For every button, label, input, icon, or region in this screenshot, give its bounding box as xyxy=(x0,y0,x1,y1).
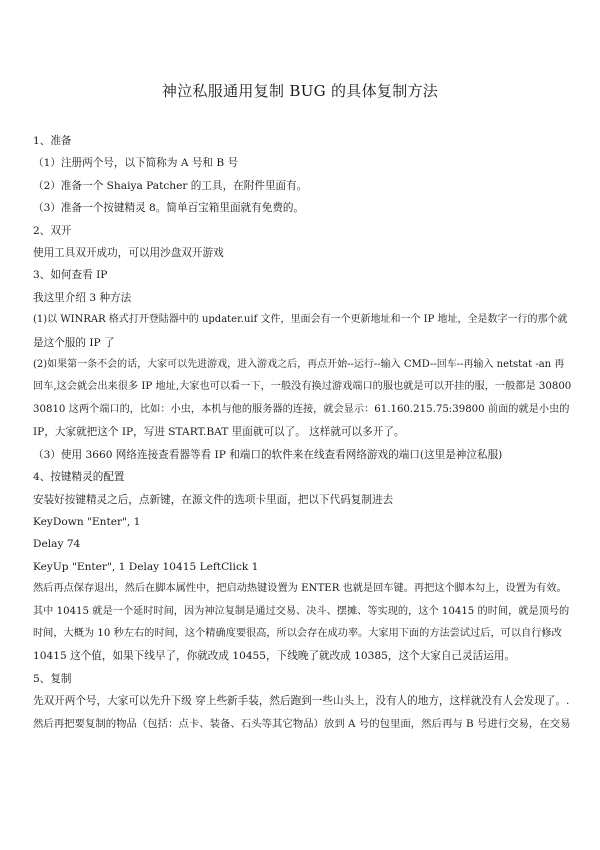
section-heading-dual-open: 2、双开 xyxy=(33,224,72,237)
prepare-step-3: （3）准备一个按键精灵 8。简单百宝箱里面就有免费的。 xyxy=(33,202,305,215)
section-heading-check-ip: 3、如何查看 IP xyxy=(33,269,108,282)
check-ip-method-2-line-4: IP，大家就把这个 IP，写进 START.BAT 里面就可以了。 这样就可以多开了。 xyxy=(33,426,405,439)
document-body xyxy=(33,130,571,735)
check-ip-method-3: （3）使用 3660 网络连接查看器等看 IP 和端口的软件来在线查看网络游戏的端口(这里是神泣私服) xyxy=(33,448,503,461)
key-wizard-text-line-3: 时间，大概为 10 秒左右的时间，这个精确度要很高，所以会存在成功率。大家用下面的方法尝试过后，可以自行修改 xyxy=(33,627,562,639)
section-heading-key-wizard: 4、按键精灵的配置 xyxy=(33,471,125,484)
check-ip-method-2-line-3: 30810 这两个端口的，比如：小虫，本机与他的服务器的连接，就会显示：61.160.215.75:39800 前面的就是小虫的 xyxy=(33,403,570,415)
code-line-1: KeyDown "Enter", 1 xyxy=(33,515,141,528)
dual-open-text: 使用工具双开成功，可以用沙盘双开游戏 xyxy=(33,247,224,260)
check-ip-method-1-line-2: 是这个服的 IP 了 xyxy=(33,336,115,349)
prepare-step-1: （1）注册两个号，以下简称为 A 号和 B 号 xyxy=(33,157,239,170)
check-ip-method-2-line-2: 回车,这会就会出来很多 IP 地址,大家也可以看一下，一般没有换过游戏端口的服也就是可以开挂的服，一般都是 30800 xyxy=(33,381,572,393)
copy-text-line-1: 先双开两个号，大家可以先升下级 穿上些新手装，然后跑到一些山头上，没有人的地方，这样就没有人会发现了。. xyxy=(33,695,570,708)
copy-text-line-2: 然后再把要复制的物品（包括：点卡、装备、石头等其它物品）放到 A 号的包里面，然后再与 B 号进行交易，在交易 xyxy=(33,717,571,730)
code-line-3: KeyUp "Enter", 1 Delay 10415 LeftClick 1 xyxy=(33,560,259,573)
key-wizard-text-line-1: 然后再点保存退出，然后在脚本属性中，把启动热键设置为 ENTER 也就是回车键。再把这个脚本勾上，设置为有效。 xyxy=(33,583,567,595)
check-ip-method-1-line-1: (1)以 WINRAR 格式打开登陆器中的 updater.uif 文件，里面会有一个更新地址和一个 IP 地址，全是数字一行的那个就 xyxy=(33,314,568,326)
check-ip-intro: 我这里介绍 3 种方法 xyxy=(33,291,132,304)
section-heading-prepare: 1、准备 xyxy=(33,135,72,147)
key-wizard-intro: 安装好按键精灵之后，点新键，在源文件的选项卡里面，把以下代码复制进去 xyxy=(33,493,394,506)
document-title: 神泣私服通用复制 BUG 的具体复制方法 xyxy=(161,82,439,100)
code-line-2: Delay 74 xyxy=(33,538,81,551)
key-wizard-text-line-2: 其中 10415 就是一个延时时间，因为神泣复制是通过交易、决斗、摆摊、等实现的，这个 10415 的时间，就是顶号的 xyxy=(33,605,570,617)
key-wizard-text-line-4: 10415 这个值，如果下线早了，你就改成 10455，下线晚了就改成 10385，这个大家自己灵活运用。 xyxy=(33,650,515,663)
check-ip-method-2-line-1: (2)如果第一条不会的话，大家可以先进游戏，进入游戏之后，再点开始--运行--输入 CMD--回车--再输入 netstat -an 再 xyxy=(33,359,565,371)
section-heading-copy: 5、复制 xyxy=(33,672,72,685)
prepare-step-2: （2）准备一个 Shaiya Patcher 的工具，在附件里面有。 xyxy=(33,179,308,192)
